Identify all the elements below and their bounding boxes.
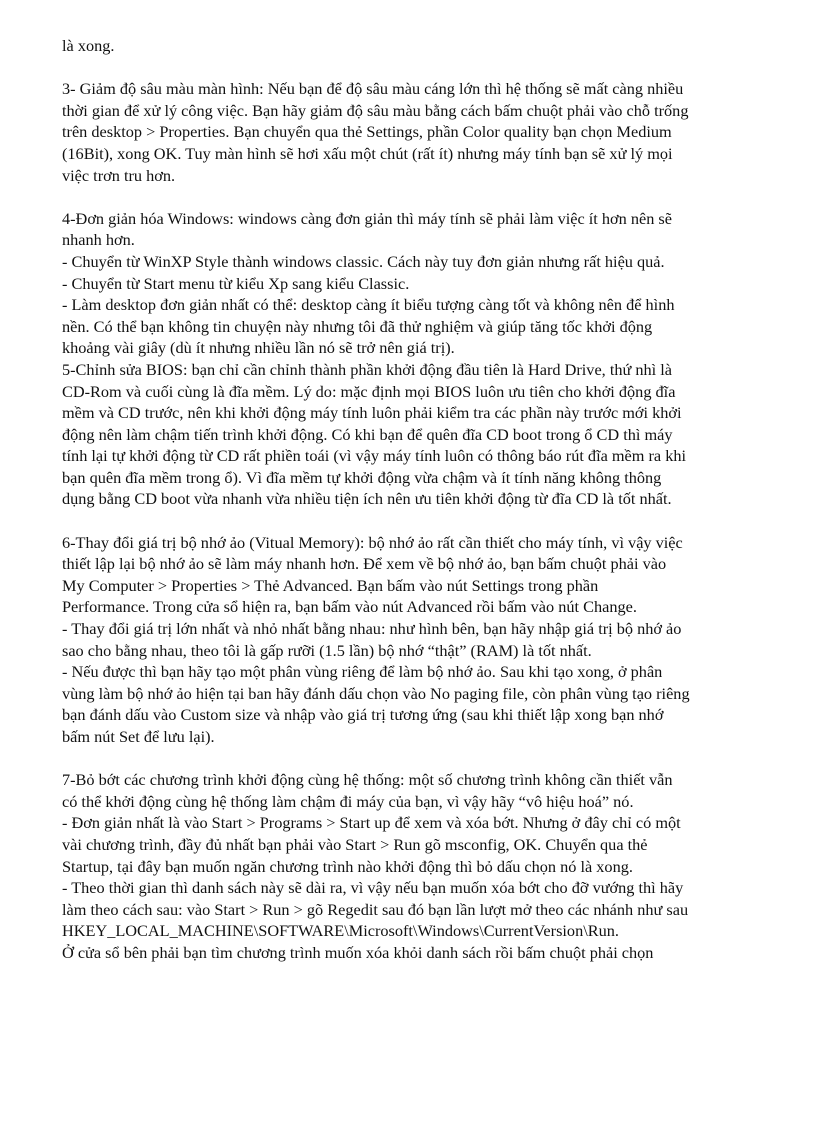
text-line: - Theo thời gian thì danh sách này sẽ dài ra, vì vậy nếu bạn muốn xóa bớt cho đỡ vướng thì hãy [62, 878, 684, 898]
text-line: 5-Chỉnh sửa BIOS: bạn chỉ cần chỉnh thành phần khởi động đầu tiên là Hard Drive, thứ nhì là [62, 359, 672, 379]
text-line: Performance. Trong cửa sổ hiện ra, bạn bấm vào nút Advanced rồi bấm vào nút Change. [62, 597, 637, 617]
text-line: thời gian để xử lý công việc. Bạn hãy giảm độ sâu màu bằng cách bấm chuột phải vào chỗ trống [62, 100, 689, 120]
text-line: bạn đánh dấu vào Custom size và nhập vào giá trị tương ứng (sau khi thiết lập xong bạn nhớ [62, 705, 664, 725]
text-line: động nên làm chậm tiến trình khởi động. Có khi bạn để quên đĩa CD boot trong ổ CD thì máy [62, 424, 673, 444]
text-line: 6-Thay đổi giá trị bộ nhớ ảo (Vitual Memory): bộ nhớ ảo rất cần thiết cho máy tính, vì vậy việc [62, 532, 683, 552]
text-line: - Chuyển từ Start menu từ kiểu Xp sang kiểu Classic. [62, 273, 410, 293]
text-line: việc trơn tru hơn. [62, 165, 176, 185]
text-line: Ở cửa sổ bên phải bạn tìm chương trình muốn xóa khỏi danh sách rồi bấm chuột phải chọn [62, 942, 654, 962]
text-line: 7-Bỏ bớt các chương trình khởi động cùng hệ thống: một số chương trình không cần thiết vẫn [62, 770, 673, 790]
text-line: HKEY_LOCAL_MACHINE\SOFTWARE\Microsoft\Windows\CurrentVersion\Run. [62, 921, 619, 941]
text-line: bạn quên đĩa mềm trong ổ). Vì đĩa mềm tự khởi động vừa chậm và ít tính năng không thông [62, 467, 662, 487]
text-line: Startup, tại đây bạn muốn ngăn chương trình nào khởi động thì bỏ dấu chọn nó là xong. [62, 856, 633, 876]
text-line: 4-Đơn giản hóa Windows: windows càng đơn giản thì máy tính sẽ phải làm việc ít hơn nên sẽ [62, 208, 672, 228]
text-line: (16Bit), xong OK. Tuy màn hình sẽ hơi xấu một chút (rất ít) nhưng máy tính bạn sẽ xử lý mọi [62, 143, 673, 163]
text-line: - Chuyển từ WinXP Style thành windows classic. Cách này tuy đơn giản nhưng rất hiệu quả. [62, 251, 665, 271]
text-line: - Làm desktop đơn giản nhất có thể: desktop càng ít biểu tượng càng tốt và không nên để hình [62, 295, 675, 315]
paragraph-gap [62, 57, 787, 79]
text-line: thiết lập lại bộ nhớ ảo sẽ làm máy nhanh hơn. Để xem về bộ nhớ ảo, bạn bấm chuột phải vào [62, 554, 667, 574]
text-line: nhanh hơn. [62, 230, 135, 250]
text-line: trên desktop > Properties. Bạn chuyển qua thẻ Settings, phần Color quality bạn chọn Medium [62, 122, 672, 142]
text-line: nền. Có thể bạn không tin chuyện này nhưng tôi đã thử nghiệm và giúp tăng tốc khởi động [62, 316, 653, 336]
text-line: làm theo cách sau: vào Start > Run > gõ Regedit sau đó bạn lần lượt mở theo các nhánh như sau [62, 899, 689, 919]
text-line: tính lại tự khởi động từ CD rất phiền toái (vì vậy máy tính luôn có thông báo rút đĩa mềm ra khi [62, 446, 687, 466]
text-line: - Thay đổi giá trị lớn nhất và nhỏ nhất bằng nhau: như hình bên, bạn hãy nhập giá trị bộ nhớ ảo [62, 619, 682, 639]
text-line: sao cho bằng nhau, theo tôi là gấp rưỡi (1.5 lần) bộ nhớ “thật” (RAM) là tốt nhất. [62, 640, 592, 660]
text-line: dụng bằng CD boot vừa nhanh vừa nhiều tiện ích nên ưu tiên khởi động từ đĩa CD là tốt nhất. [62, 489, 672, 509]
text-line: - Nếu được thì bạn hãy tạo một phân vùng riêng để làm bộ nhớ ảo. Sau khi tạo xong, ở phân [62, 662, 663, 682]
text-line: CD-Rom và cuối cùng là đĩa mềm. Lý do: mặc định mọi BIOS luôn ưu tiên cho khởi động đĩa [62, 381, 676, 401]
text-line: bấm nút Set để lưu lại). [62, 727, 215, 746]
paragraph-gap [62, 510, 787, 532]
text-line: 3- Giảm độ sâu màu màn hình: Nếu bạn để độ sâu màu cáng lớn thì hệ thống sẽ mất càng nhiều [62, 79, 684, 99]
paragraph-gap [62, 748, 787, 770]
paragraph-gap [62, 186, 787, 208]
text-line: My Computer > Properties > Thẻ Advanced. Bạn bấm vào nút Settings trong phần [62, 575, 599, 595]
text-line: vùng làm bộ nhớ ảo hiện tại ban hãy đánh dấu chọn vào No paging file, còn phân vùng tạo riêng [62, 683, 690, 703]
text-line: khoảng vài giây (dù ít nhưng nhiều lần nó sẽ trở nên giá trị). [62, 338, 455, 358]
text-line: vài chương trình, đầy đủ nhất bạn phải vào Start > Run gõ msconfig, OK. Chuyển qua thẻ [62, 834, 648, 854]
document-page [62, 35, 787, 964]
text-line: - Đơn giản nhất là vào Start > Programs > Start up để xem và xóa bớt. Nhưng ở đây chỉ có một [62, 813, 681, 833]
text-line: mềm và CD trước, nên khi khởi động máy tính luôn phải kiểm tra các phần này trước mới khởi [62, 403, 682, 423]
text-line: có thể khởi động cùng hệ thống làm chậm đi máy của bạn, vì vậy hãy “vô hiệu hoá” nó. [62, 791, 634, 811]
text-line: là xong. [62, 36, 115, 55]
